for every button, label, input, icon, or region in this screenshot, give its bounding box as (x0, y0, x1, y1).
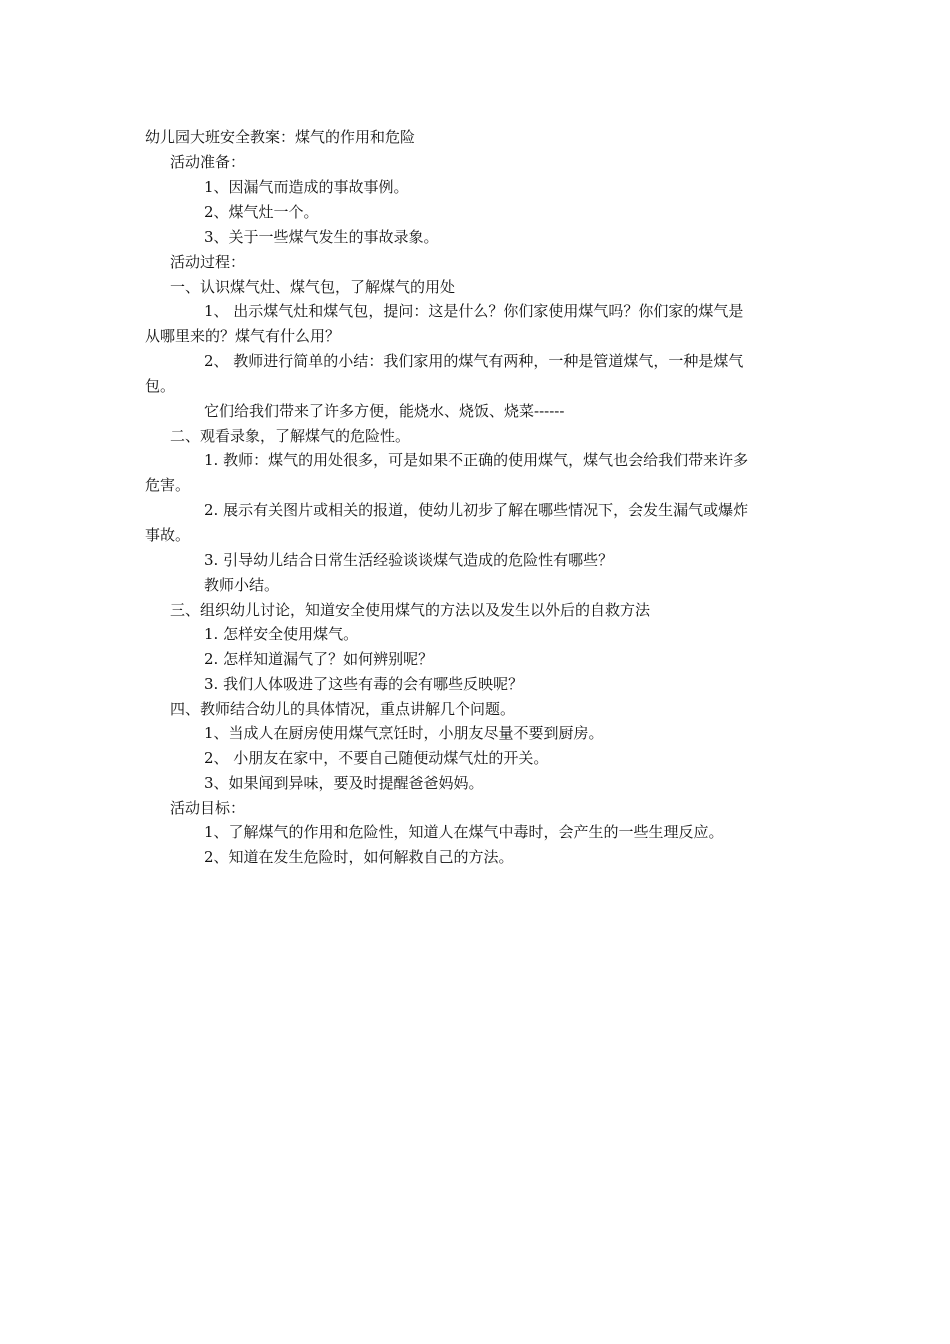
part3-item: 3. 我们人体吸进了这些有毒的会有哪些反映呢？ (204, 675, 524, 693)
part1-item2-continuation: 它们给我们带来了许多方便，能烧水、烧饭、烧菜------ (204, 402, 565, 420)
part1-heading: 一、认识煤气灶、煤气包，了解煤气的用处 (170, 278, 456, 296)
part4-item: 2、 小朋友在家中，不要自己随便动煤气灶的开关。 (204, 749, 549, 767)
prep-item: 3、关于一些煤气发生的事故录象。 (204, 228, 439, 246)
part4-item: 1、当成人在厨房使用煤气烹饪时，小朋友尽量不要到厨房。 (204, 724, 604, 742)
part2-summary: 教师小结。 (204, 576, 280, 594)
goals-heading: 活动目标： (170, 799, 246, 817)
goal-item: 2、知道在发生危险时，如何解救自己的方法。 (204, 848, 514, 866)
part1-item1-line1: 1、 出示煤气灶和煤气包，提问：这是什么？你们家使用煤气吗？你们家的煤气是 (204, 302, 744, 320)
goal-item: 1、了解煤气的作用和危险性，知道人在煤气中毒时，会产生的一些生理反应。 (204, 823, 724, 841)
part2-item1-line2: 危害。 (145, 476, 191, 494)
part3-item: 1. 怎样安全使用煤气。 (204, 625, 359, 643)
part2-heading: 二、观看录象，了解煤气的危险性。 (170, 427, 411, 445)
prep-heading: 活动准备： (170, 153, 246, 171)
process-heading: 活动过程： (170, 253, 246, 271)
part2-item1-line1: 1. 教师：煤气的用处很多，可是如果不正确的使用煤气，煤气也会给我们带来许多 (204, 451, 749, 469)
part4-item: 3、如果闻到异味，要及时提醒爸爸妈妈。 (204, 774, 484, 792)
part2-item3: 3. 引导幼儿结合日常生活经验谈谈煤气造成的危险性有哪些？ (204, 551, 614, 569)
part2-item2-line1: 2. 展示有关图片或相关的报道，使幼儿初步了解在哪些情况下，会发生漏气或爆炸 (204, 501, 749, 519)
part3-item: 2. 怎样知道漏气了？如何辨别呢？ (204, 650, 434, 668)
document-title: 幼儿园大班安全教案：煤气的作用和危险 (145, 128, 416, 146)
part4-heading: 四、教师结合幼儿的具体情况，重点讲解几个问题。 (170, 700, 516, 718)
part2-item2-line2: 事故。 (145, 526, 191, 544)
part1-item2-line1: 2、 教师进行简单的小结：我们家用的煤气有两种，一种是管道煤气，一种是煤气 (204, 352, 744, 370)
prep-item: 1、因漏气而造成的事故事例。 (204, 178, 409, 196)
prep-item: 2、煤气灶一个。 (204, 203, 319, 221)
part1-item1-line2: 从哪里来的？煤气有什么用？ (145, 327, 341, 345)
part3-heading: 三、组织幼儿讨论，知道安全使用煤气的方法以及发生以外后的自救方法 (170, 601, 651, 619)
part1-item2-line2: 包。 (145, 377, 176, 395)
